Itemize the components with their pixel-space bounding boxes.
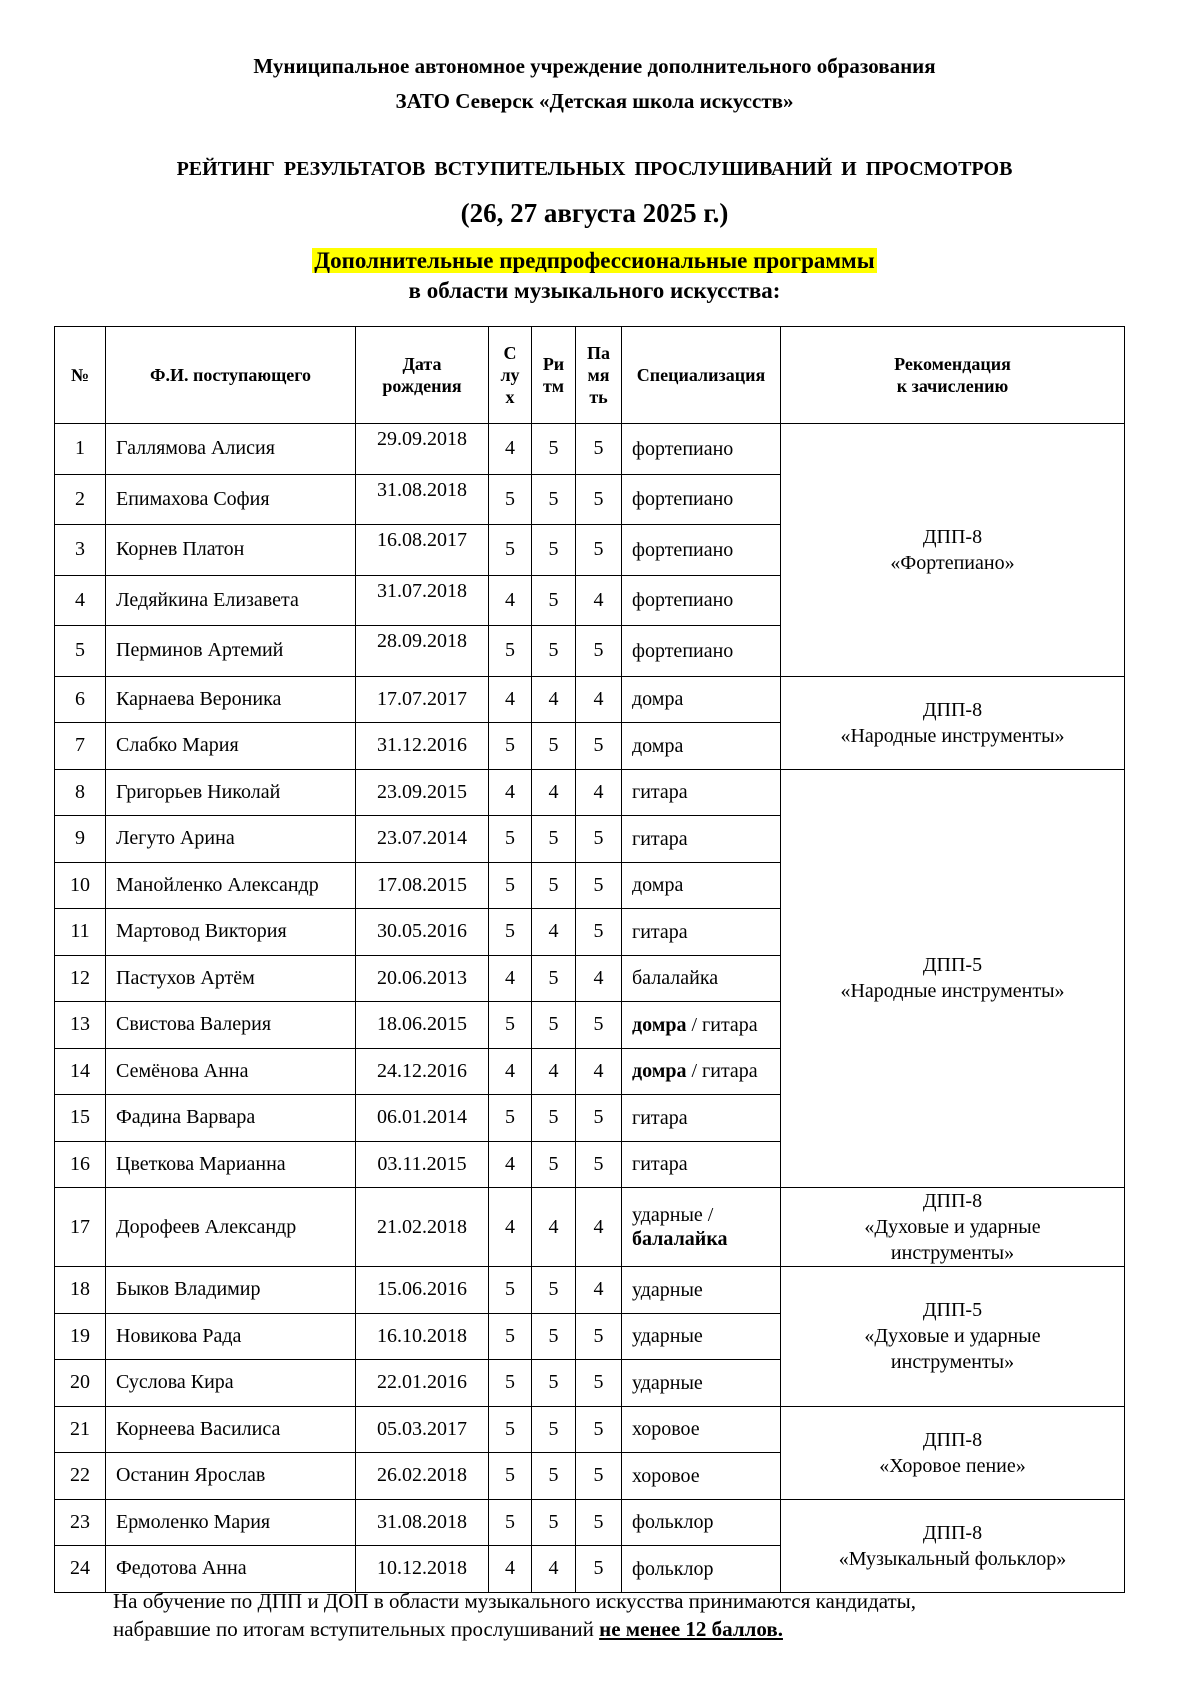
cell-memory-score: 5 bbox=[576, 816, 622, 863]
cell-memory-score: 5 bbox=[576, 626, 622, 677]
cell-number: 3 bbox=[55, 525, 106, 576]
table-header-row bbox=[55, 327, 1125, 424]
cell-name: Дорофеев Александр bbox=[106, 1188, 356, 1267]
table-row bbox=[55, 1188, 1125, 1267]
cell-rhythm-score: 5 bbox=[532, 1002, 576, 1049]
cell-birth-date: 21.02.2018 bbox=[356, 1188, 489, 1267]
cell-memory-score: 5 bbox=[576, 1313, 622, 1360]
cell-specialization: домра bbox=[622, 862, 781, 909]
cell-memory-score: 4 bbox=[576, 575, 622, 626]
recommendation-line1: ДПП-8 bbox=[922, 1190, 983, 1212]
table-row bbox=[55, 1406, 1125, 1453]
cell-number: 14 bbox=[55, 1048, 106, 1095]
col-header-recommendation-line2: к зачислению bbox=[896, 376, 1009, 396]
cell-birth-date: 31.12.2016 bbox=[356, 723, 489, 770]
cell-number: 11 bbox=[55, 909, 106, 956]
cell-number: 7 bbox=[55, 723, 106, 770]
cell-hearing-score: 5 bbox=[489, 1453, 532, 1500]
cell-hearing-score: 5 bbox=[489, 1095, 532, 1142]
cell-memory-score: 4 bbox=[576, 1267, 622, 1314]
cell-rhythm-score: 5 bbox=[532, 626, 576, 677]
cell-number: 19 bbox=[55, 1313, 106, 1360]
cell-birth-date: 20.06.2013 bbox=[356, 955, 489, 1002]
cell-rhythm-score: 5 bbox=[532, 575, 576, 626]
cell-birth-date: 23.07.2014 bbox=[356, 816, 489, 863]
cell-number: 6 bbox=[55, 676, 106, 723]
cell-memory-score: 5 bbox=[576, 424, 622, 475]
cell-specialization: ударные bbox=[622, 1360, 781, 1407]
document-dates: (26, 27 августа 2025 г.) bbox=[460, 198, 729, 228]
recommendation-line2: «Хоровое пение» bbox=[879, 1454, 1026, 1477]
cell-hearing-score: 5 bbox=[489, 816, 532, 863]
cell-hearing-score: 4 bbox=[489, 575, 532, 626]
cell-name: Фадина Варвара bbox=[106, 1095, 356, 1142]
cell-rhythm-score: 4 bbox=[532, 676, 576, 723]
cell-birth-date: 18.06.2015 bbox=[356, 1002, 489, 1049]
cell-birth-date: 03.11.2015 bbox=[356, 1141, 489, 1188]
cell-hearing-score: 5 bbox=[489, 474, 532, 525]
cell-rhythm-score: 4 bbox=[532, 909, 576, 956]
cell-memory-score: 4 bbox=[576, 955, 622, 1002]
cell-hearing-score: 4 bbox=[489, 1546, 532, 1593]
cell-specialization bbox=[622, 1002, 781, 1049]
table-row bbox=[55, 1267, 1125, 1314]
cell-name: Быков Владимир bbox=[106, 1267, 356, 1314]
admission-note-line2 bbox=[113, 1615, 916, 1643]
cell-specialization: фортепиано bbox=[622, 424, 781, 475]
cell-rhythm-score: 5 bbox=[532, 816, 576, 863]
specialization-line2: балалайка bbox=[632, 1228, 728, 1250]
cell-hearing-score: 4 bbox=[489, 676, 532, 723]
cell-birth-date: 16.10.2018 bbox=[356, 1313, 489, 1360]
cell-birth-date: 30.05.2016 bbox=[356, 909, 489, 956]
col-header-name: Ф.И. поступающего bbox=[106, 327, 356, 424]
cell-memory-score: 5 bbox=[576, 474, 622, 525]
recommendation-line1: ДПП-5 bbox=[922, 954, 983, 977]
cell-number: 9 bbox=[55, 816, 106, 863]
organization-name-line2: ЗАТО Северск «Детская школа искусств» bbox=[395, 89, 794, 113]
cell-specialization: ударные bbox=[622, 1313, 781, 1360]
cell-hearing-score: 5 bbox=[489, 626, 532, 677]
cell-memory-score: 5 bbox=[576, 1453, 622, 1500]
cell-rhythm-score: 5 bbox=[532, 1499, 576, 1546]
cell-memory-score: 5 bbox=[576, 1406, 622, 1453]
col-header-recommendation-line1: Рекомендация bbox=[894, 354, 1011, 374]
cell-name: Федотова Анна bbox=[106, 1546, 356, 1593]
cell-birth-date: 29.09.2018 bbox=[356, 424, 489, 475]
col-header-specialization: Специализация bbox=[622, 327, 781, 424]
cell-specialization: гитара bbox=[622, 816, 781, 863]
cell-hearing-score: 4 bbox=[489, 769, 532, 816]
cell-birth-date: 31.08.2018 bbox=[356, 474, 489, 525]
cell-rhythm-score: 4 bbox=[532, 769, 576, 816]
cell-memory-score: 4 bbox=[576, 769, 622, 816]
cell-name: Григорьев Николай bbox=[106, 769, 356, 816]
cell-number: 20 bbox=[55, 1360, 106, 1407]
cell-specialization: фортепиано bbox=[622, 575, 781, 626]
cell-memory-score: 5 bbox=[576, 1095, 622, 1142]
cell-specialization: гитара bbox=[622, 769, 781, 816]
cell-specialization: фольклор bbox=[622, 1499, 781, 1546]
specialization-primary: домра bbox=[632, 1060, 687, 1083]
cell-specialization: фортепиано bbox=[622, 474, 781, 525]
cell-rhythm-score: 5 bbox=[532, 1267, 576, 1314]
specialization-line1: ударные / bbox=[632, 1204, 714, 1226]
cell-number: 15 bbox=[55, 1095, 106, 1142]
col-header-hearing bbox=[489, 327, 532, 424]
cell-specialization bbox=[622, 1188, 781, 1267]
cell-specialization: гитара bbox=[622, 909, 781, 956]
cell-recommendation bbox=[781, 676, 1125, 769]
cell-name: Манойленко Александр bbox=[106, 862, 356, 909]
cell-hearing-score: 4 bbox=[489, 424, 532, 475]
recommendation-line3: инструменты» bbox=[890, 1242, 1015, 1264]
cell-specialization: хоровое bbox=[622, 1406, 781, 1453]
cell-birth-date: 28.09.2018 bbox=[356, 626, 489, 677]
specialization-alternative: / гитара bbox=[686, 1060, 758, 1083]
program-heading-highlight: Дополнительные предпрофессиональные программы bbox=[314, 248, 875, 273]
cell-rhythm-score: 5 bbox=[532, 723, 576, 770]
cell-name: Слабко Мария bbox=[106, 723, 356, 770]
cell-number: 2 bbox=[55, 474, 106, 525]
cell-recommendation bbox=[781, 1188, 1125, 1267]
cell-name: Корнеева Василиса bbox=[106, 1406, 356, 1453]
cell-birth-date: 31.08.2018 bbox=[356, 1499, 489, 1546]
cell-specialization: домра bbox=[622, 676, 781, 723]
cell-birth-date: 05.03.2017 bbox=[356, 1406, 489, 1453]
rating-table bbox=[54, 326, 1125, 1593]
cell-rhythm-score: 4 bbox=[532, 1188, 576, 1267]
cell-birth-date: 06.01.2014 bbox=[356, 1095, 489, 1142]
cell-birth-date: 15.06.2016 bbox=[356, 1267, 489, 1314]
cell-birth-date: 26.02.2018 bbox=[356, 1453, 489, 1500]
col-header-rhythm-line1: Ри bbox=[542, 354, 565, 374]
cell-hearing-score: 5 bbox=[489, 525, 532, 576]
cell-recommendation bbox=[781, 424, 1125, 677]
cell-rhythm-score: 4 bbox=[532, 1546, 576, 1593]
cell-memory-score: 5 bbox=[576, 1546, 622, 1593]
col-header-memory bbox=[576, 327, 622, 424]
cell-rhythm-score: 5 bbox=[532, 1313, 576, 1360]
recommendation-line2: «Народные инструменты» bbox=[840, 724, 1065, 747]
cell-hearing-score: 4 bbox=[489, 1048, 532, 1095]
col-header-hearing-line2: лу bbox=[500, 365, 520, 385]
specialization-primary: домра bbox=[632, 1013, 687, 1036]
admission-note-line1: На обучение по ДПП и ДОП в области музыкального искусства принимаются кандидаты, bbox=[113, 1589, 917, 1613]
cell-hearing-score: 4 bbox=[489, 955, 532, 1002]
cell-rhythm-score: 4 bbox=[532, 1048, 576, 1095]
recommendation-line1: ДПП-8 bbox=[922, 698, 983, 721]
recommendation-line2: «Фортепиано» bbox=[890, 551, 1015, 574]
cell-rhythm-score: 5 bbox=[532, 955, 576, 1002]
cell-name: Цветкова Марианна bbox=[106, 1141, 356, 1188]
cell-hearing-score: 5 bbox=[489, 1499, 532, 1546]
col-header-dob-line2: рождения bbox=[382, 376, 462, 396]
cell-name: Карнаева Вероника bbox=[106, 676, 356, 723]
cell-name: Семёнова Анна bbox=[106, 1048, 356, 1095]
cell-memory-score: 4 bbox=[576, 1048, 622, 1095]
cell-hearing-score: 4 bbox=[489, 1141, 532, 1188]
cell-hearing-score: 5 bbox=[489, 909, 532, 956]
cell-name: Галлямова Алисия bbox=[106, 424, 356, 475]
cell-name: Корнев Платон bbox=[106, 525, 356, 576]
cell-number: 8 bbox=[55, 769, 106, 816]
cell-number: 17 bbox=[55, 1188, 106, 1267]
cell-number: 13 bbox=[55, 1002, 106, 1049]
cell-birth-date: 24.12.2016 bbox=[356, 1048, 489, 1095]
cell-specialization: ударные bbox=[622, 1267, 781, 1314]
program-heading bbox=[0, 248, 1189, 274]
col-header-memory-line1: Па bbox=[586, 343, 610, 363]
recommendation-line3: инструменты» bbox=[890, 1351, 1015, 1374]
admission-note-threshold: не менее 12 баллов. bbox=[599, 1617, 783, 1641]
cell-memory-score: 5 bbox=[576, 723, 622, 770]
cell-rhythm-score: 5 bbox=[532, 424, 576, 475]
cell-recommendation bbox=[781, 769, 1125, 1188]
cell-recommendation bbox=[781, 1406, 1125, 1499]
cell-number: 5 bbox=[55, 626, 106, 677]
col-header-hearing-line3: х bbox=[505, 387, 515, 407]
specialization-alternative: / гитара bbox=[686, 1013, 758, 1036]
cell-birth-date: 31.07.2018 bbox=[356, 575, 489, 626]
cell-name: Мартовод Виктория bbox=[106, 909, 356, 956]
recommendation-line2: «Народные инструменты» bbox=[840, 980, 1065, 1003]
cell-hearing-score: 5 bbox=[489, 723, 532, 770]
cell-number: 18 bbox=[55, 1267, 106, 1314]
recommendation-line2: «Духовые и ударные bbox=[864, 1216, 1041, 1238]
area-heading: в области музыкального искусства: bbox=[408, 278, 781, 303]
document-title: РЕЙТИНГ РЕЗУЛЬТАТОВ ВСТУПИТЕЛЬНЫХ ПРОСЛУШИВАНИЙ И ПРОСМОТРОВ bbox=[176, 158, 1013, 180]
cell-birth-date: 16.08.2017 bbox=[356, 525, 489, 576]
recommendation-line1: ДПП-8 bbox=[922, 1521, 983, 1544]
cell-memory-score: 4 bbox=[576, 676, 622, 723]
cell-birth-date: 17.08.2015 bbox=[356, 862, 489, 909]
organization-name-line1: Муниципальное автономное учреждение дополнительного образования bbox=[253, 54, 936, 78]
cell-number: 21 bbox=[55, 1406, 106, 1453]
cell-memory-score: 5 bbox=[576, 1141, 622, 1188]
col-header-memory-line3: ть bbox=[589, 387, 608, 407]
recommendation-line2: «Музыкальный фольклор» bbox=[838, 1547, 1067, 1570]
col-header-dob bbox=[356, 327, 489, 424]
cell-birth-date: 22.01.2016 bbox=[356, 1360, 489, 1407]
cell-rhythm-score: 5 bbox=[532, 1453, 576, 1500]
cell-name: Легуто Арина bbox=[106, 816, 356, 863]
cell-recommendation bbox=[781, 1499, 1125, 1592]
cell-birth-date: 17.07.2017 bbox=[356, 676, 489, 723]
col-header-memory-line2: мя bbox=[587, 365, 610, 385]
cell-number: 24 bbox=[55, 1546, 106, 1593]
cell-name: Перминов Артемий bbox=[106, 626, 356, 677]
col-header-rhythm-line2: тм bbox=[542, 376, 565, 396]
cell-specialization: хоровое bbox=[622, 1453, 781, 1500]
cell-specialization bbox=[622, 1048, 781, 1095]
table-row bbox=[55, 676, 1125, 723]
cell-specialization: гитара bbox=[622, 1095, 781, 1142]
cell-specialization: гитара bbox=[622, 1141, 781, 1188]
cell-hearing-score: 5 bbox=[489, 862, 532, 909]
cell-memory-score: 5 bbox=[576, 1002, 622, 1049]
cell-memory-score: 5 bbox=[576, 525, 622, 576]
cell-rhythm-score: 5 bbox=[532, 1095, 576, 1142]
cell-birth-date: 10.12.2018 bbox=[356, 1546, 489, 1593]
cell-name: Ледяйкина Елизавета bbox=[106, 575, 356, 626]
cell-number: 16 bbox=[55, 1141, 106, 1188]
cell-memory-score: 5 bbox=[576, 862, 622, 909]
cell-name: Свистова Валерия bbox=[106, 1002, 356, 1049]
cell-specialization: фортепиано bbox=[622, 626, 781, 677]
cell-name: Останин Ярослав bbox=[106, 1453, 356, 1500]
cell-specialization: домра bbox=[622, 723, 781, 770]
cell-specialization: балалайка bbox=[622, 955, 781, 1002]
cell-number: 22 bbox=[55, 1453, 106, 1500]
col-header-recommendation bbox=[781, 327, 1125, 424]
cell-rhythm-score: 5 bbox=[532, 474, 576, 525]
cell-memory-score: 5 bbox=[576, 909, 622, 956]
recommendation-line2: «Духовые и ударные bbox=[864, 1325, 1041, 1348]
cell-number: 1 bbox=[55, 424, 106, 475]
cell-name: Епимахова София bbox=[106, 474, 356, 525]
cell-memory-score: 4 bbox=[576, 1188, 622, 1267]
cell-hearing-score: 4 bbox=[489, 1188, 532, 1267]
cell-rhythm-score: 5 bbox=[532, 525, 576, 576]
cell-hearing-score: 5 bbox=[489, 1406, 532, 1453]
cell-name: Пастухов Артём bbox=[106, 955, 356, 1002]
cell-rhythm-score: 5 bbox=[532, 1141, 576, 1188]
cell-name: Ермоленко Мария bbox=[106, 1499, 356, 1546]
cell-hearing-score: 5 bbox=[489, 1313, 532, 1360]
cell-rhythm-score: 5 bbox=[532, 862, 576, 909]
cell-recommendation bbox=[781, 1267, 1125, 1407]
admission-note bbox=[113, 1587, 916, 1643]
recommendation-line1: ДПП-5 bbox=[922, 1299, 983, 1322]
col-header-hearing-line1: С bbox=[503, 343, 517, 363]
recommendation-line1: ДПП-8 bbox=[922, 525, 983, 548]
col-header-rhythm bbox=[532, 327, 576, 424]
cell-specialization: фольклор bbox=[622, 1546, 781, 1593]
cell-specialization: фортепиано bbox=[622, 525, 781, 576]
cell-hearing-score: 5 bbox=[489, 1002, 532, 1049]
col-header-dob-line1: Дата bbox=[402, 354, 442, 374]
cell-hearing-score: 5 bbox=[489, 1360, 532, 1407]
cell-number: 12 bbox=[55, 955, 106, 1002]
cell-name: Новикова Рада bbox=[106, 1313, 356, 1360]
col-header-num: № bbox=[55, 327, 106, 424]
recommendation-line1: ДПП-8 bbox=[922, 1428, 983, 1451]
admission-note-line2-text: набравшие по итогам вступительных прослушиваний bbox=[113, 1617, 600, 1641]
cell-number: 10 bbox=[55, 862, 106, 909]
table-row bbox=[55, 424, 1125, 475]
cell-memory-score: 5 bbox=[576, 1360, 622, 1407]
table-row bbox=[55, 769, 1125, 816]
table-row bbox=[55, 1499, 1125, 1546]
cell-rhythm-score: 5 bbox=[532, 1360, 576, 1407]
cell-rhythm-score: 5 bbox=[532, 1406, 576, 1453]
cell-memory-score: 5 bbox=[576, 1499, 622, 1546]
cell-birth-date: 23.09.2015 bbox=[356, 769, 489, 816]
cell-number: 4 bbox=[55, 575, 106, 626]
cell-hearing-score: 5 bbox=[489, 1267, 532, 1314]
cell-number: 23 bbox=[55, 1499, 106, 1546]
cell-name: Суслова Кира bbox=[106, 1360, 356, 1407]
